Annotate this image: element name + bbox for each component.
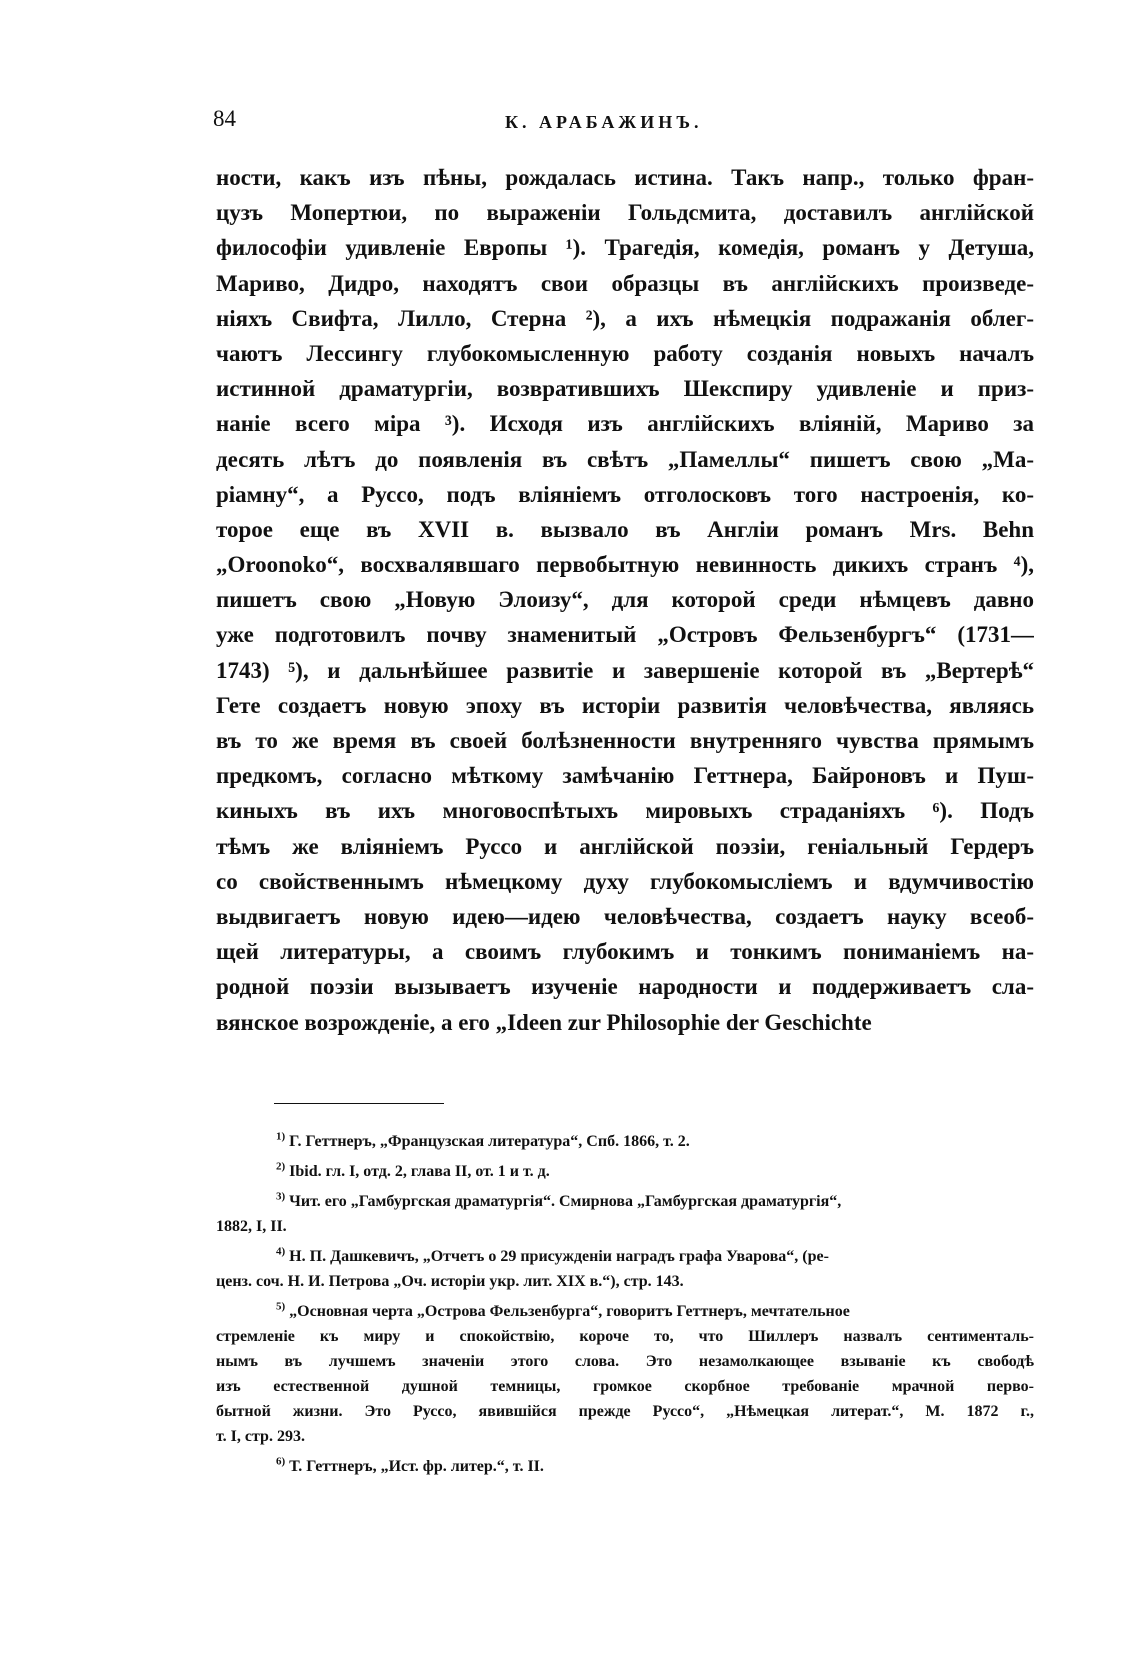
footnote-line <box>216 1299 1034 1324</box>
footnote-line: ценз. соч. Н. И. Петрова „Оч. исторіи укр. лит. XIX в.“), стр. 143. <box>216 1273 684 1290</box>
body-line: философіи удивленіе Европы ¹). Трагедія, комедія, романъ у Детуша, <box>216 235 1034 261</box>
footnotes <box>216 1129 1034 1484</box>
body-line: 1743) ⁵), и дальнѣйшее развитіе и завершеніе которой въ „Вертерѣ“ <box>216 657 1034 683</box>
body-line: со свойственнымъ нѣмецкому духу глубокомысліемъ и вдумчивостію <box>216 868 1034 894</box>
footnote-text: Чит. его „Гамбургская драматургія“. Смирнова „Гамбургская драматургія“, <box>289 1193 842 1210</box>
body-line: Мариво, Дидро, находятъ свои образцы въ англійскихъ произведе- <box>216 270 1034 296</box>
body-line: наніе всего міра ³). Исходя изъ англійскихъ вліяній, Мариво за <box>216 411 1034 437</box>
footnote-text: „Основная черта „Острова Фельзенбурга“, говоритъ Геттнеръ, мечтательное <box>289 1303 850 1320</box>
footnote-line <box>216 1159 1034 1184</box>
body-line: ности, какъ изъ пѣны, рождалась истина. Такъ напр., только фран- <box>216 165 1034 190</box>
footnote-mark: 4) <box>276 1245 286 1258</box>
footnote-5 <box>216 1299 1034 1449</box>
body-line: тѣмъ же вліяніемъ Руссо и англійской поэзіи, геніальный Гердеръ <box>216 833 1034 859</box>
footnote-6 <box>216 1454 1034 1479</box>
page-number: 84 <box>213 106 236 131</box>
body-line: десять лѣтъ до появленія въ свѣтъ „Памеллы“ пишетъ свою „Ма- <box>216 446 1034 472</box>
running-head: К. АРАБАЖИНЪ. <box>505 112 703 132</box>
footnote-line: нымъ въ лучшемъ значеніи этого слова. Это незамолкающее взываніе къ свободѣ <box>216 1353 1034 1370</box>
body-line: уже подготовилъ почву знаменитый „Островъ Фельзенбургъ“ (1731— <box>216 622 1034 648</box>
footnote-1 <box>216 1129 1034 1154</box>
footnote-line: 1882, I, II. <box>216 1218 287 1235</box>
footnote-separator <box>274 1103 444 1104</box>
footnote-line <box>216 1244 1034 1269</box>
body-line: ріамну“, а Руссо, подъ вліяніемъ отголосковъ того настроенія, ко- <box>216 481 1034 507</box>
footnote-mark: 1) <box>276 1130 286 1143</box>
footnote-mark: 2) <box>276 1160 286 1173</box>
footnote-line <box>216 1454 1034 1479</box>
body-line: вянское возрожденіе, а его „Ideen zur Philosophie der Geschichte <box>216 1009 872 1035</box>
body-line: истинной драматургіи, возвратившихъ Шекспиру удивленіе и приз- <box>216 376 1034 402</box>
body-line: киныхъ въ ихъ многовоспѣтыхъ мировыхъ страданіяхъ ⁶). Подъ <box>216 798 1034 824</box>
footnote-line: изъ естественной душной темницы, громкое скорбное требованіе мрачной перво- <box>216 1378 1034 1395</box>
body-line: Гете создаетъ новую эпоху въ исторіи развитія человѣчества, являясь <box>216 692 1034 718</box>
footnote-line <box>216 1189 1034 1214</box>
body-line: выдвигаетъ новую идею—идею человѣчества, создаетъ науку всеоб- <box>216 903 1034 929</box>
footnote-text: Т. Геттнеръ, „Ист. фр. литер.“, т. II. <box>289 1458 544 1475</box>
body-line: чаютъ Лессингу глубокомысленную работу созданія новыхъ началъ <box>216 340 1034 366</box>
body-line: ніяхъ Свифта, Лилло, Стерна ²), а ихъ нѣмецкія подражанія облег- <box>216 305 1034 331</box>
body-line: торое еще въ XVII в. вызвало въ Англіи романъ Mrs. Behn <box>216 516 1034 542</box>
body-line: въ то же время въ своей болѣзненности внутренняго чувства прямымъ <box>216 728 1034 753</box>
footnote-text: Ibid. гл. I, отд. 2, глава II, от. 1 и т. д. <box>289 1163 550 1180</box>
footnote-4 <box>216 1244 1034 1294</box>
body-line: пишетъ свою „Новую Элоизу“, для которой среди нѣмцевъ давно <box>216 587 1034 613</box>
footnote-mark: 5) <box>276 1300 286 1313</box>
body-line: „Oroonoko“, восхвалявшаго первобытную невинность дикихъ странъ ⁴), <box>216 552 1034 578</box>
footnote-mark: 3) <box>276 1190 286 1203</box>
footnote-line <box>216 1129 1034 1154</box>
body-line: щей литературы, а своимъ глубокимъ и тонкимъ пониманіемъ на- <box>216 939 1034 965</box>
footnote-mark: 6) <box>276 1455 286 1468</box>
footnote-3 <box>216 1189 1034 1239</box>
body-line: цузъ Мопертюи, по выраженіи Гольдсмита, доставилъ англійской <box>216 200 1034 226</box>
body-text <box>216 160 1034 1040</box>
footnote-line: стремленіе къ миру и спокойствію, короче то, что Шиллеръ назвалъ сентименталь- <box>216 1328 1034 1345</box>
body-line: родной поэзіи вызываетъ изученіе народности и поддерживаетъ сла- <box>216 974 1034 1000</box>
footnote-2 <box>216 1159 1034 1184</box>
footnote-text: Г. Геттнеръ, „Французская литература“, Спб. 1866, т. 2. <box>289 1133 690 1150</box>
footnote-line: т. I, стр. 293. <box>216 1428 305 1445</box>
body-line: предкомъ, согласно мѣткому замѣчанію Геттнера, Байроновъ и Пуш- <box>216 763 1034 789</box>
footnote-line: бытной жизни. Это Руссо, явившійся прежде Руссо“, „Нѣмецкая литерат.“, М. 1872 г., <box>216 1403 1034 1420</box>
footnote-text: Н. П. Дашкевичъ, „Отчетъ о 29 присужденіи наградъ графа Уварова“, (ре- <box>289 1248 829 1265</box>
